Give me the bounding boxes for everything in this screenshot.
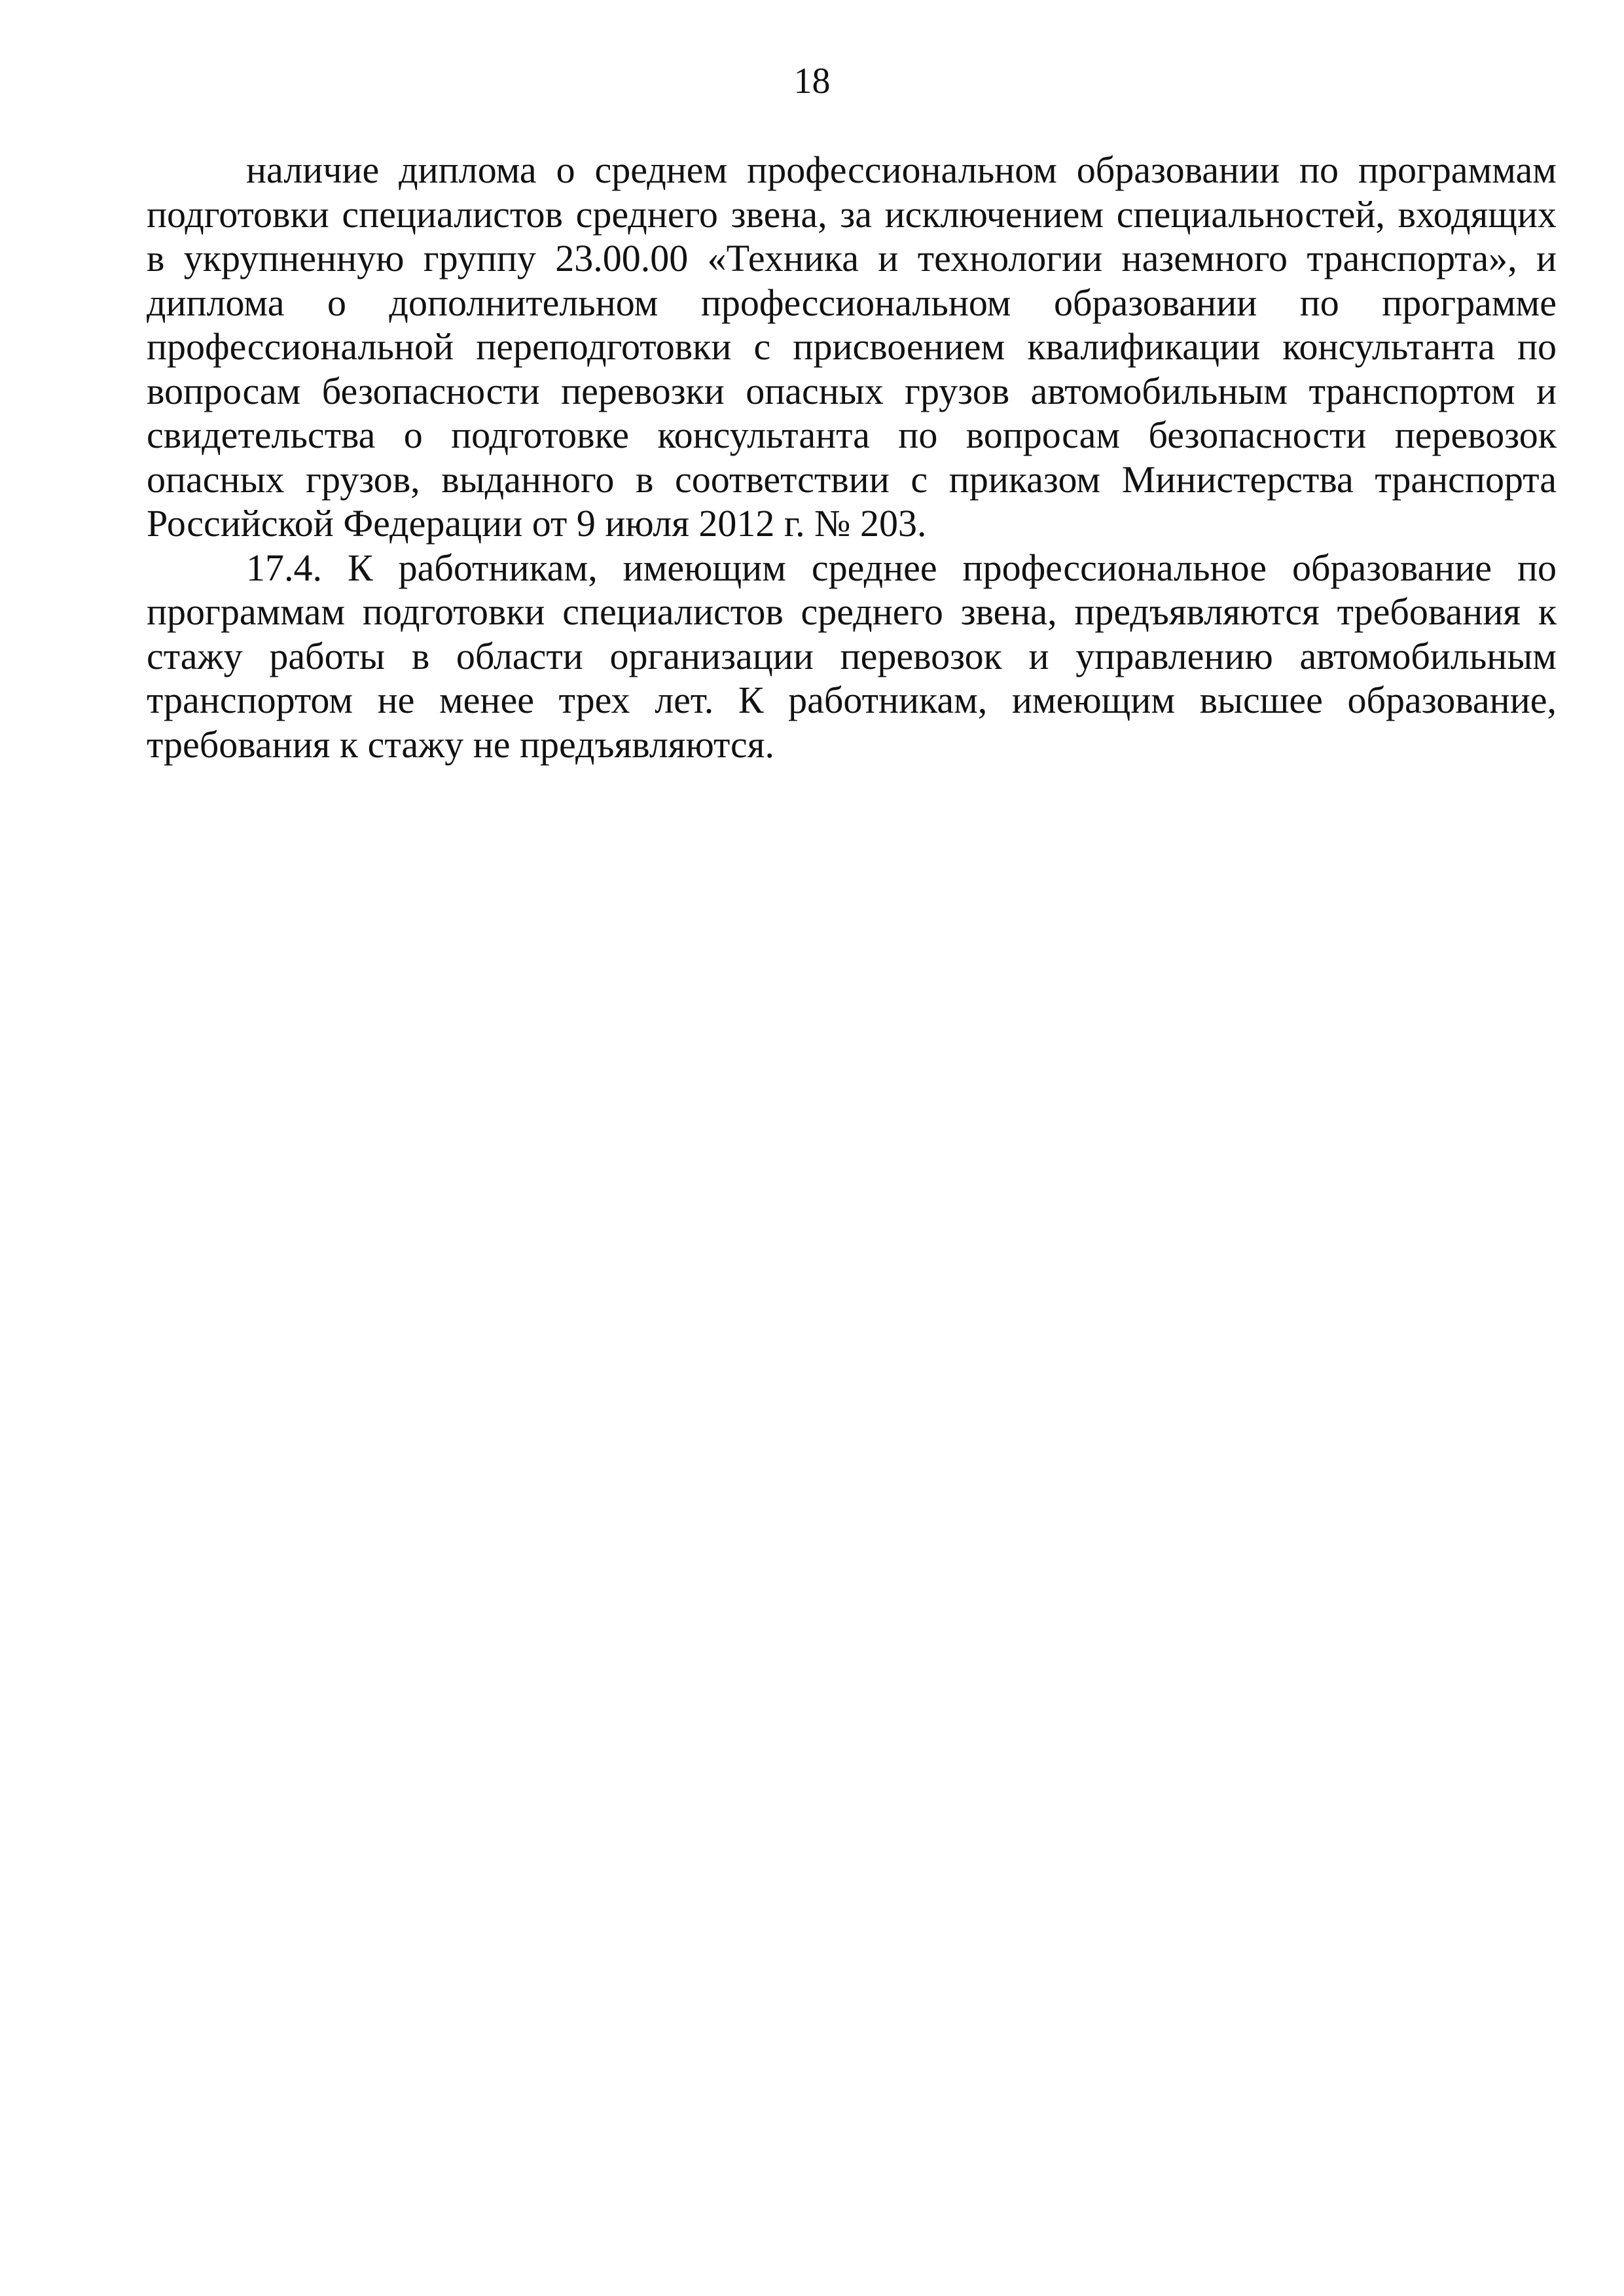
paragraph-diploma-requirements: наличие диплома о среднем профессиональном образовании по программам подготовки специалистов среднего звена, за исключением специальностей, входящих в укрупненную группу 23.00.00 «Техника и технологии наземного транспорта», и диплома о дополнительном профессиональном образовании по программе профессиональной переподготовки с присвоением квалификации консультанта по вопросам безопасности перевозки опасных грузов автомобильным транспортом и свидетельства о подготовке консультанта по вопросам безопасности перевозок опасных грузов, выданного в соответствии с приказом Министерства транспорта Российской Федерации от 9 июля 2012 г. № 203. [147,149,1557,545]
document-body [147,148,1557,766]
page-number: 18 [793,61,831,101]
paragraph-17-4-experience-requirements: 17.4. К работникам, имеющим среднее профессиональное образование по программам подготовки специалистов среднего звена, предъявляются требования к стажу работы в области организации перевозок и управлению автомобильным транспортом не менее трех лет. К работникам, имеющим высшее образование, требования к стажу не предъявляются. [147,546,1557,766]
